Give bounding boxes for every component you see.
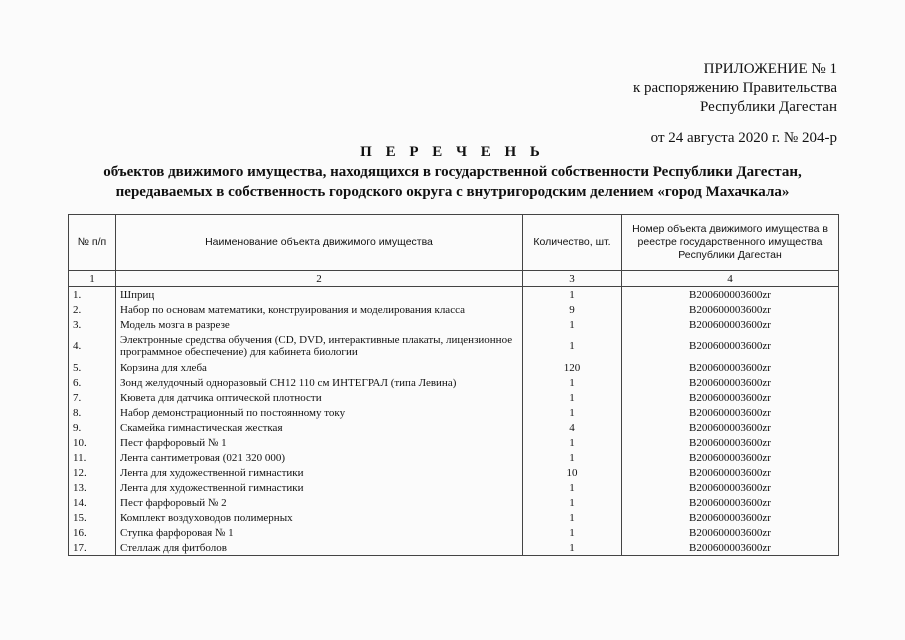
table-row <box>69 317 839 332</box>
row-name: Лента для художественной гимнастики <box>116 480 523 495</box>
row-registry-number: B200600003600zr <box>622 495 839 510</box>
table-row <box>69 435 839 450</box>
row-quantity: 1 <box>523 450 622 465</box>
row-number: 1. <box>69 287 116 303</box>
row-registry-number: B200600003600zr <box>622 420 839 435</box>
row-quantity: 1 <box>523 480 622 495</box>
row-name: Набор по основам математики, конструирования и моделирования класса <box>116 302 523 317</box>
table-row <box>69 495 839 510</box>
row-registry-number: B200600003600zr <box>622 480 839 495</box>
document-subtitle-line1: объектов движимого имущества, находящихся в государственной собственности Республики Дагестан, <box>103 164 802 180</box>
row-registry-number: B200600003600zr <box>622 302 839 317</box>
table-row <box>69 525 839 540</box>
row-number: 8. <box>69 405 116 420</box>
header-reg: Номер объекта движимого имущества в реестре государственного имущества Республики Дагестан <box>622 215 839 271</box>
row-quantity: 1 <box>523 525 622 540</box>
row-name: Ступка фарфоровая № 1 <box>116 525 523 540</box>
table-row <box>69 540 839 556</box>
table-row <box>69 360 839 375</box>
row-name: Зонд желудочный одноразовый CH12 110 см ИНТЕГРАЛ (типа Левина) <box>116 375 523 390</box>
row-number: 6. <box>69 375 116 390</box>
table-body <box>69 287 839 556</box>
property-table <box>68 214 839 556</box>
row-quantity: 1 <box>523 390 622 405</box>
row-number: 3. <box>69 317 116 332</box>
row-quantity: 9 <box>523 302 622 317</box>
row-quantity: 1 <box>523 405 622 420</box>
table-row <box>69 420 839 435</box>
row-name: Пест фарфоровый № 2 <box>116 495 523 510</box>
row-registry-number: B200600003600zr <box>622 317 839 332</box>
row-registry-number: B200600003600zr <box>622 465 839 480</box>
row-name: Корзина для хлеба <box>116 360 523 375</box>
row-registry-number: B200600003600zr <box>622 360 839 375</box>
document-title: П Е Р Е Ч Е Н Ь <box>360 144 545 160</box>
table-row <box>69 332 839 360</box>
column-number: 4 <box>622 271 839 287</box>
row-quantity: 1 <box>523 332 622 360</box>
row-name: Пест фарфоровый № 1 <box>116 435 523 450</box>
row-name: Электронные средства обучения (CD, DVD, интерактивные плакаты, лицензионное программное обеспечение) для кабинета биологии <box>116 332 523 360</box>
row-quantity: 1 <box>523 375 622 390</box>
row-registry-number: B200600003600zr <box>622 375 839 390</box>
table-row <box>69 405 839 420</box>
row-number: 9. <box>69 420 116 435</box>
row-name: Шприц <box>116 287 523 303</box>
row-registry-number: B200600003600zr <box>622 390 839 405</box>
appendix-block <box>633 60 837 148</box>
column-number: 3 <box>523 271 622 287</box>
row-number: 15. <box>69 510 116 525</box>
row-quantity: 120 <box>523 360 622 375</box>
row-number: 2. <box>69 302 116 317</box>
row-name: Модель мозга в разрезе <box>116 317 523 332</box>
header-no: № п/п <box>69 215 116 271</box>
row-name: Комплект воздуховодов полимерных <box>116 510 523 525</box>
row-number: 4. <box>69 332 116 360</box>
row-registry-number: B200600003600zr <box>622 525 839 540</box>
row-number: 11. <box>69 450 116 465</box>
row-name: Лента для художественной гимнастики <box>116 465 523 480</box>
row-quantity: 1 <box>523 435 622 450</box>
column-number: 1 <box>69 271 116 287</box>
header-name: Наименование объекта движимого имущества <box>116 215 523 271</box>
row-registry-number: B200600003600zr <box>622 540 839 556</box>
row-number: 12. <box>69 465 116 480</box>
table-row <box>69 390 839 405</box>
row-quantity: 1 <box>523 495 622 510</box>
table-row <box>69 480 839 495</box>
document-heading <box>0 143 905 202</box>
appendix-authority: Республики Дагестан <box>700 99 837 115</box>
row-registry-number: B200600003600zr <box>622 510 839 525</box>
table-row <box>69 375 839 390</box>
row-number: 10. <box>69 435 116 450</box>
header-qty: Количество, шт. <box>523 215 622 271</box>
row-number: 7. <box>69 390 116 405</box>
column-number: 2 <box>116 271 523 287</box>
row-number: 16. <box>69 525 116 540</box>
row-quantity: 1 <box>523 287 622 303</box>
row-number: 17. <box>69 540 116 556</box>
row-registry-number: B200600003600zr <box>622 332 839 360</box>
row-name: Стеллаж для фитболов <box>116 540 523 556</box>
table-row <box>69 465 839 480</box>
appendix-reference: к распоряжению Правительства <box>632 80 837 96</box>
row-number: 13. <box>69 480 116 495</box>
row-number: 14. <box>69 495 116 510</box>
row-registry-number: B200600003600zr <box>622 405 839 420</box>
row-quantity: 1 <box>523 317 622 332</box>
row-quantity: 10 <box>523 465 622 480</box>
appendix-title: ПРИЛОЖЕНИЕ № 1 <box>703 61 837 77</box>
table-row <box>69 510 839 525</box>
row-name: Набор демонстрационный по постоянному току <box>116 405 523 420</box>
row-quantity: 1 <box>523 510 622 525</box>
row-name: Лента сантиметровая (021 320 000) <box>116 450 523 465</box>
row-registry-number: B200600003600zr <box>622 287 839 303</box>
row-quantity: 4 <box>523 420 622 435</box>
table-header-row <box>69 215 839 271</box>
document-subtitle-line2: передаваемых в собственность городского округа с внутригородским делением «город Махачкала» <box>115 184 790 200</box>
row-quantity: 1 <box>523 540 622 556</box>
table-row <box>69 287 839 303</box>
column-number-row <box>69 271 839 287</box>
row-registry-number: B200600003600zr <box>622 450 839 465</box>
row-number: 5. <box>69 360 116 375</box>
table-row <box>69 450 839 465</box>
table-row <box>69 302 839 317</box>
row-name: Кювета для датчика оптической плотности <box>116 390 523 405</box>
row-registry-number: B200600003600zr <box>622 435 839 450</box>
appendix-date: от 24 августа 2020 г. № 204-р <box>650 130 837 146</box>
row-name: Скамейка гимнастическая жесткая <box>116 420 523 435</box>
